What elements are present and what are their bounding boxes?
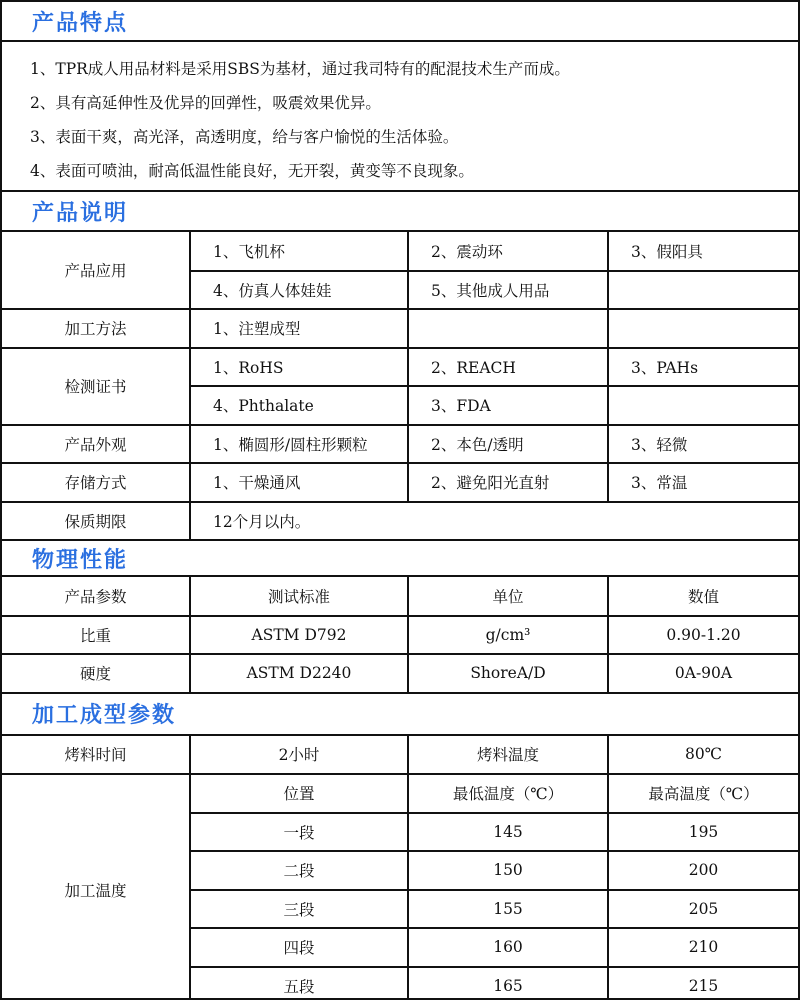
drying-time-label: 烤料时间 bbox=[2, 736, 190, 775]
column-header: 最低温度（℃） bbox=[408, 774, 608, 813]
cell: 1、飞机杯 bbox=[190, 232, 408, 271]
section-title-features: 产品特点 bbox=[2, 2, 798, 42]
cell: 1、注塑成型 bbox=[190, 309, 408, 348]
cell bbox=[608, 309, 798, 348]
feature-item: 4、表面可喷油，耐高低温性能良好，无开裂，黄变等不良现象。 bbox=[30, 162, 474, 180]
table-row bbox=[2, 654, 798, 693]
cell: g/cm³ bbox=[408, 616, 608, 655]
table-header-row bbox=[2, 774, 798, 813]
row-label-processing: 加工方法 bbox=[2, 309, 190, 348]
column-header: 产品参数 bbox=[2, 577, 190, 616]
drying-time-value: 2小时 bbox=[190, 736, 408, 775]
cell: 1、RoHS bbox=[190, 348, 408, 387]
drying-temp-label: 烤料温度 bbox=[408, 736, 608, 775]
cell: 160 bbox=[408, 928, 608, 967]
cell: ShoreA/D bbox=[408, 654, 608, 693]
cell: 四段 bbox=[190, 928, 408, 967]
cell: 1、椭圆形/圆柱形颗粒 bbox=[190, 425, 408, 464]
cell: 210 bbox=[608, 928, 798, 967]
cell: 3、FDA bbox=[408, 386, 608, 425]
column-header: 数值 bbox=[608, 577, 798, 616]
cell: 12个月以内。 bbox=[190, 502, 798, 541]
cell: ASTM D2240 bbox=[190, 654, 408, 693]
cell: 3、PAHs bbox=[608, 348, 798, 387]
cell bbox=[408, 309, 608, 348]
cell: 1、干燥通风 bbox=[190, 463, 408, 502]
table-row bbox=[2, 616, 798, 655]
cell: 五段 bbox=[190, 967, 408, 1000]
cell: 3、常温 bbox=[608, 463, 798, 502]
cell: 165 bbox=[408, 967, 608, 1000]
section-title-physical: 物理性能 bbox=[2, 541, 798, 577]
cell: 205 bbox=[608, 890, 798, 929]
row-label-shelf-life: 保质期限 bbox=[2, 502, 190, 541]
cell: 3、轻微 bbox=[608, 425, 798, 464]
cell: 2、本色/透明 bbox=[408, 425, 608, 464]
row-label-application: 产品应用 bbox=[2, 232, 190, 309]
cell: 215 bbox=[608, 967, 798, 1000]
table-row bbox=[2, 232, 798, 271]
cell: 4、仿真人体娃娃 bbox=[190, 271, 408, 310]
physical-table bbox=[2, 577, 798, 694]
row-label-processing-temp: 加工温度 bbox=[2, 774, 190, 1000]
cell: 4、Phthalate bbox=[190, 386, 408, 425]
table-header-row bbox=[2, 577, 798, 616]
table-row bbox=[2, 425, 798, 464]
cell: 硬度 bbox=[2, 654, 190, 693]
cell bbox=[608, 271, 798, 310]
column-header: 最高温度（℃） bbox=[608, 774, 798, 813]
cell: 150 bbox=[408, 851, 608, 890]
cell: 0A-90A bbox=[608, 654, 798, 693]
cell: 比重 bbox=[2, 616, 190, 655]
table-row bbox=[2, 736, 798, 775]
table-row bbox=[2, 348, 798, 387]
cell: 二段 bbox=[190, 851, 408, 890]
table-row bbox=[2, 309, 798, 348]
section-title-description: 产品说明 bbox=[2, 192, 798, 232]
cell: ASTM D792 bbox=[190, 616, 408, 655]
drying-temp-value: 80℃ bbox=[608, 736, 798, 775]
row-label-appearance: 产品外观 bbox=[2, 425, 190, 464]
cell: 200 bbox=[608, 851, 798, 890]
section-title-molding: 加工成型参数 bbox=[2, 694, 798, 736]
cell: 145 bbox=[408, 813, 608, 852]
column-header: 位置 bbox=[190, 774, 408, 813]
cell: 一段 bbox=[190, 813, 408, 852]
features-list bbox=[2, 42, 798, 192]
cell: 5、其他成人用品 bbox=[408, 271, 608, 310]
cell: 3、假阳具 bbox=[608, 232, 798, 271]
description-table bbox=[2, 232, 798, 541]
cell: 0.90-1.20 bbox=[608, 616, 798, 655]
cell bbox=[608, 386, 798, 425]
cell: 2、REACH bbox=[408, 348, 608, 387]
table-row bbox=[2, 463, 798, 502]
molding-table bbox=[2, 736, 798, 1000]
cell: 2、震动环 bbox=[408, 232, 608, 271]
column-header: 单位 bbox=[408, 577, 608, 616]
cell: 三段 bbox=[190, 890, 408, 929]
cell: 195 bbox=[608, 813, 798, 852]
table-row bbox=[2, 502, 798, 541]
row-label-certification: 检测证书 bbox=[2, 348, 190, 425]
feature-item: 3、表面干爽，高光泽，高透明度，给与客户愉悦的生活体验。 bbox=[30, 128, 459, 146]
row-label-storage: 存储方式 bbox=[2, 463, 190, 502]
column-header: 测试标准 bbox=[190, 577, 408, 616]
cell: 2、避免阳光直射 bbox=[408, 463, 608, 502]
cell: 155 bbox=[408, 890, 608, 929]
feature-item: 1、TPR成人用品材料是采用SBS为基材，通过我司特有的配混技术生产而成。 bbox=[30, 60, 570, 78]
feature-item: 2、具有高延伸性及优异的回弹性，吸震效果优异。 bbox=[30, 94, 381, 112]
